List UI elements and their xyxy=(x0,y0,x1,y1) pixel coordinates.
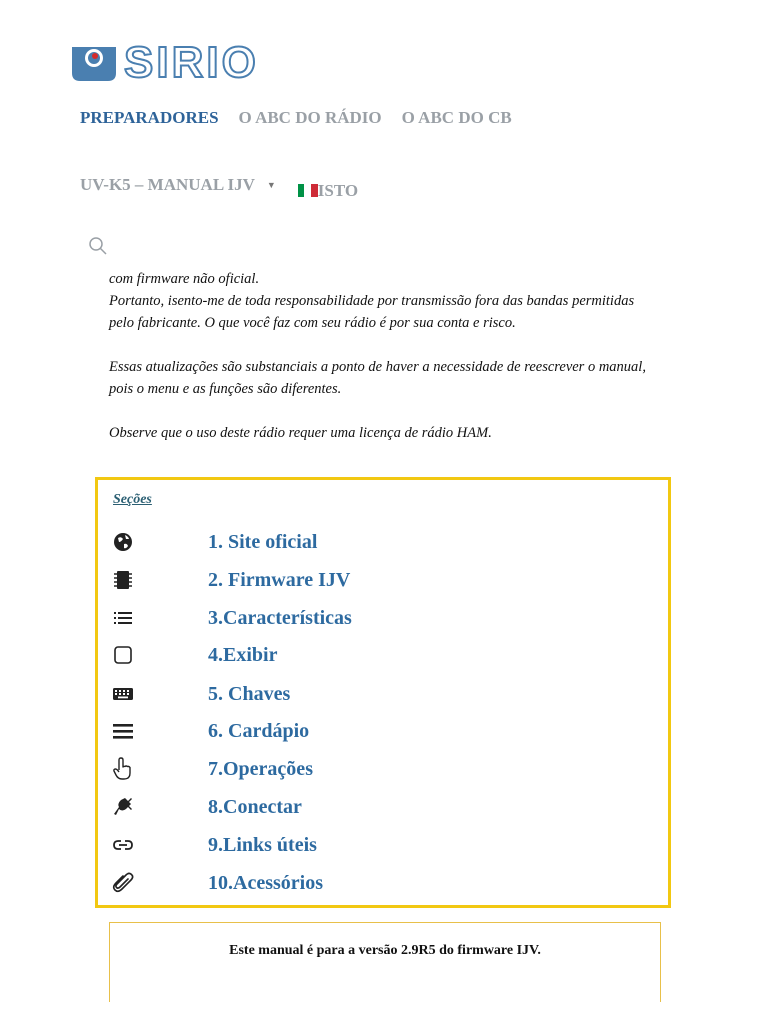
section-link-firmware[interactable] xyxy=(110,565,650,595)
globe-icon xyxy=(110,529,136,555)
section-link-conectar[interactable] xyxy=(110,792,650,822)
section-label: 8.Conectar xyxy=(208,795,302,818)
section-link-cardapio[interactable] xyxy=(110,716,650,746)
list-icon xyxy=(110,605,136,631)
section-link-exibir[interactable] xyxy=(110,640,650,670)
search-icon[interactable] xyxy=(88,236,108,256)
italy-flag-icon[interactable] xyxy=(298,184,318,197)
section-label: 4.Exibir xyxy=(208,643,278,666)
section-label: 6. Cardápio xyxy=(208,719,310,742)
intro-text xyxy=(109,268,649,466)
section-label: 1. Site oficial xyxy=(208,530,318,553)
section-link-site-oficial[interactable] xyxy=(110,527,650,557)
paperclip-icon xyxy=(110,870,136,896)
chip-icon xyxy=(110,567,136,593)
intro-paragraph-1: com firmware não oficial. Portanto, isento-me de toda responsabilidade por transmissão fora das bandas permitidas pelo fabricante. O que você faz com seu rádio é por sua conta e risco. xyxy=(109,271,635,331)
sections-title: Seções xyxy=(113,492,152,507)
main-nav xyxy=(80,108,512,128)
section-link-chaves[interactable] xyxy=(110,679,650,709)
nav-item-uv-k5-manual[interactable]: UV-K5 – MANUAL IJV xyxy=(80,175,255,194)
sections-index xyxy=(95,477,671,908)
plug-icon xyxy=(110,794,136,820)
nav-item-abc-radio[interactable]: O ABC DO RÁDIO xyxy=(238,108,382,127)
menu-icon xyxy=(110,718,136,744)
section-label: 2. Firmware IJV xyxy=(208,568,351,591)
keyboard-icon xyxy=(110,681,136,707)
nav-item-preparadores[interactable]: PREPARADORES xyxy=(80,108,219,127)
caret-down-icon[interactable]: ▼ xyxy=(266,180,276,190)
sirio-logo-icon xyxy=(70,43,120,83)
language-switch[interactable]: ISTO xyxy=(317,181,359,200)
section-link-caracteristicas[interactable] xyxy=(110,603,650,633)
intro-paragraph-2: Essas atualizações são substanciais a ponto de haver a necessidade de reescrever o manual, pois o menu e as funções são diferentes. xyxy=(109,359,646,397)
section-link-operacoes[interactable] xyxy=(110,754,650,784)
version-note-text: Este manual é para a versão 2.9R5 do firmware IJV. xyxy=(229,943,541,958)
section-link-acessorios[interactable] xyxy=(110,868,650,898)
section-label: 3.Características xyxy=(208,606,352,629)
intro-paragraph-3: Observe que o uso deste rádio requer uma licença de rádio HAM. xyxy=(109,425,492,441)
logo-wordmark: SIRIO xyxy=(124,38,259,87)
link-icon xyxy=(110,832,136,858)
version-note xyxy=(109,922,661,1002)
section-label: 10.Acessórios xyxy=(208,871,323,894)
section-label: 5. Chaves xyxy=(208,682,291,705)
nav-item-abc-cb[interactable]: O ABC DO CB xyxy=(401,108,512,127)
section-label: 9.Links úteis xyxy=(208,833,317,856)
section-label: 7.Operações xyxy=(208,757,313,780)
square-icon xyxy=(110,642,136,668)
site-logo[interactable] xyxy=(70,38,310,87)
secondary-nav xyxy=(80,169,358,201)
pointer-hand-icon xyxy=(110,756,136,782)
section-link-links-uteis[interactable] xyxy=(110,830,650,860)
